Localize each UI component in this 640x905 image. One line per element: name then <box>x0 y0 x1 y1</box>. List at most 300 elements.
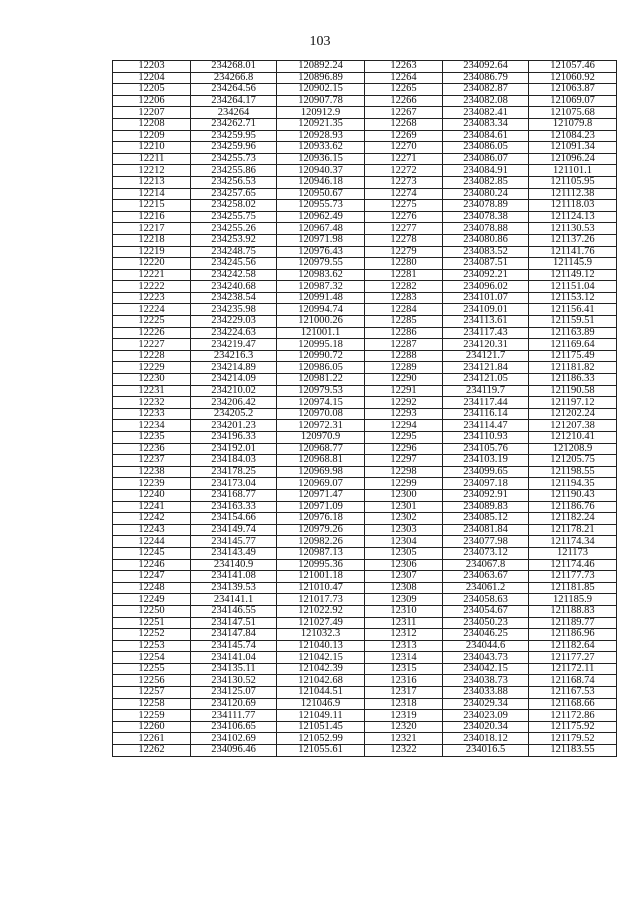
y-coordinate-left: 120979.55 <box>277 258 365 270</box>
point-number-right: 12277 <box>365 223 443 235</box>
y-coordinate-right: 121079.8 <box>529 118 617 130</box>
point-number-right: 12301 <box>365 501 443 513</box>
point-number-left: 12209 <box>113 130 191 142</box>
x-coordinate-left: 234219.47 <box>191 339 277 351</box>
x-coordinate-right: 234080.24 <box>443 188 529 200</box>
point-number-left: 12223 <box>113 292 191 304</box>
table-row <box>113 536 617 548</box>
x-coordinate-right: 234018.12 <box>443 733 529 745</box>
x-coordinate-right: 234109.01 <box>443 304 529 316</box>
y-coordinate-left: 121042.68 <box>277 675 365 687</box>
y-coordinate-left: 120968.81 <box>277 455 365 467</box>
table-row <box>113 466 617 478</box>
y-coordinate-left: 120968.77 <box>277 443 365 455</box>
x-coordinate-right: 234117.44 <box>443 397 529 409</box>
y-coordinate-right: 121124.13 <box>529 211 617 223</box>
y-coordinate-left: 121040.13 <box>277 640 365 652</box>
point-number-left: 12226 <box>113 327 191 339</box>
point-number-right: 12284 <box>365 304 443 316</box>
point-number-right: 12281 <box>365 269 443 281</box>
table-row <box>113 107 617 119</box>
y-coordinate-left: 121000.26 <box>277 316 365 328</box>
x-coordinate-left: 234264.17 <box>191 95 277 107</box>
x-coordinate-right: 234078.38 <box>443 211 529 223</box>
x-coordinate-left: 234106.65 <box>191 721 277 733</box>
y-coordinate-right: 121075.68 <box>529 107 617 119</box>
point-number-left: 12204 <box>113 72 191 84</box>
y-coordinate-right: 121174.46 <box>529 559 617 571</box>
y-coordinate-left: 120921.35 <box>277 118 365 130</box>
table-row <box>113 420 617 432</box>
x-coordinate-right: 234103.19 <box>443 455 529 467</box>
table-row <box>113 374 617 386</box>
y-coordinate-left: 121001.1 <box>277 327 365 339</box>
x-coordinate-right: 234110.93 <box>443 432 529 444</box>
point-number-right: 12270 <box>365 142 443 154</box>
y-coordinate-left: 121001.18 <box>277 571 365 583</box>
x-coordinate-right: 234033.88 <box>443 687 529 699</box>
point-number-right: 12306 <box>365 559 443 571</box>
table-row <box>113 698 617 710</box>
y-coordinate-left: 120969.07 <box>277 478 365 490</box>
x-coordinate-left: 234149.74 <box>191 524 277 536</box>
point-number-right: 12280 <box>365 258 443 270</box>
y-coordinate-right: 121096.24 <box>529 153 617 165</box>
x-coordinate-right: 234086.79 <box>443 72 529 84</box>
point-number-left: 12260 <box>113 721 191 733</box>
x-coordinate-left: 234173.04 <box>191 478 277 490</box>
table-row <box>113 443 617 455</box>
y-coordinate-right: 121210.41 <box>529 432 617 444</box>
y-coordinate-left: 120902.15 <box>277 84 365 96</box>
y-coordinate-right: 121188.83 <box>529 605 617 617</box>
point-number-right: 12296 <box>365 443 443 455</box>
y-coordinate-left: 120969.98 <box>277 466 365 478</box>
x-coordinate-right: 234063.67 <box>443 571 529 583</box>
table-row <box>113 617 617 629</box>
y-coordinate-right: 121190.43 <box>529 489 617 501</box>
y-coordinate-left: 120907.78 <box>277 95 365 107</box>
y-coordinate-left: 120967.48 <box>277 223 365 235</box>
y-coordinate-right: 121153.12 <box>529 292 617 304</box>
y-coordinate-right: 121091.34 <box>529 142 617 154</box>
y-coordinate-left: 120983.62 <box>277 269 365 281</box>
y-coordinate-right: 121163.89 <box>529 327 617 339</box>
table-row <box>113 663 617 675</box>
point-number-left: 12220 <box>113 258 191 270</box>
table-row <box>113 304 617 316</box>
point-number-right: 12295 <box>365 432 443 444</box>
point-number-right: 12290 <box>365 374 443 386</box>
point-number-right: 12314 <box>365 652 443 664</box>
y-coordinate-left: 121049.11 <box>277 710 365 722</box>
point-number-right: 12266 <box>365 95 443 107</box>
point-number-left: 12210 <box>113 142 191 154</box>
table-row <box>113 432 617 444</box>
y-coordinate-right: 121141.76 <box>529 246 617 258</box>
y-coordinate-left: 120928.93 <box>277 130 365 142</box>
x-coordinate-left: 234147.84 <box>191 629 277 641</box>
y-coordinate-left: 120912.9 <box>277 107 365 119</box>
point-number-left: 12227 <box>113 339 191 351</box>
point-number-left: 12239 <box>113 478 191 490</box>
y-coordinate-right: 121182.64 <box>529 640 617 652</box>
x-coordinate-right: 234044.6 <box>443 640 529 652</box>
x-coordinate-right: 234101.07 <box>443 292 529 304</box>
y-coordinate-left: 120971.09 <box>277 501 365 513</box>
y-coordinate-right: 121118.03 <box>529 200 617 212</box>
x-coordinate-right: 234054.67 <box>443 605 529 617</box>
y-coordinate-left: 120955.73 <box>277 200 365 212</box>
y-coordinate-left: 120991.48 <box>277 292 365 304</box>
x-coordinate-left: 234205.2 <box>191 408 277 420</box>
point-number-left: 12261 <box>113 733 191 745</box>
table-row <box>113 629 617 641</box>
table-row <box>113 733 617 745</box>
x-coordinate-right: 234082.87 <box>443 84 529 96</box>
table-row <box>113 269 617 281</box>
y-coordinate-right: 121156.41 <box>529 304 617 316</box>
y-coordinate-left: 121022.92 <box>277 605 365 617</box>
y-coordinate-right: 121189.77 <box>529 617 617 629</box>
x-coordinate-right: 234092.21 <box>443 269 529 281</box>
x-coordinate-right: 234029.34 <box>443 698 529 710</box>
point-number-left: 12249 <box>113 594 191 606</box>
table-row <box>113 292 617 304</box>
point-number-right: 12267 <box>365 107 443 119</box>
y-coordinate-right: 121174.34 <box>529 536 617 548</box>
y-coordinate-left: 120933.62 <box>277 142 365 154</box>
y-coordinate-right: 121173 <box>529 547 617 559</box>
point-number-right: 12313 <box>365 640 443 652</box>
y-coordinate-right: 121205.75 <box>529 455 617 467</box>
table-row <box>113 327 617 339</box>
x-coordinate-right: 234046.25 <box>443 629 529 641</box>
x-coordinate-right: 234083.52 <box>443 246 529 258</box>
point-number-left: 12257 <box>113 687 191 699</box>
y-coordinate-left: 120970.08 <box>277 408 365 420</box>
table-row <box>113 316 617 328</box>
x-coordinate-left: 234235.98 <box>191 304 277 316</box>
point-number-right: 12317 <box>365 687 443 699</box>
point-number-left: 12259 <box>113 710 191 722</box>
x-coordinate-right: 234105.76 <box>443 443 529 455</box>
point-number-left: 12236 <box>113 443 191 455</box>
point-number-left: 12237 <box>113 455 191 467</box>
x-coordinate-right: 234043.73 <box>443 652 529 664</box>
x-coordinate-right: 234121.84 <box>443 362 529 374</box>
x-coordinate-right: 234058.63 <box>443 594 529 606</box>
point-number-right: 12292 <box>365 397 443 409</box>
y-coordinate-left: 121042.15 <box>277 652 365 664</box>
point-number-right: 12319 <box>365 710 443 722</box>
table-row <box>113 559 617 571</box>
table-row <box>113 547 617 559</box>
table-row <box>113 571 617 583</box>
x-coordinate-left: 234184.03 <box>191 455 277 467</box>
x-coordinate-left: 234178.25 <box>191 466 277 478</box>
y-coordinate-left: 120976.18 <box>277 513 365 525</box>
y-coordinate-left: 120986.05 <box>277 362 365 374</box>
x-coordinate-right: 234082.41 <box>443 107 529 119</box>
x-coordinate-right: 234077.98 <box>443 536 529 548</box>
point-number-left: 12217 <box>113 223 191 235</box>
table-row <box>113 362 617 374</box>
y-coordinate-left: 121042.39 <box>277 663 365 675</box>
y-coordinate-left: 121055.61 <box>277 745 365 757</box>
y-coordinate-right: 121137.26 <box>529 234 617 246</box>
x-coordinate-right: 234081.84 <box>443 524 529 536</box>
y-coordinate-left: 120970.9 <box>277 432 365 444</box>
y-coordinate-left: 120971.98 <box>277 234 365 246</box>
point-number-right: 12310 <box>365 605 443 617</box>
x-coordinate-left: 234130.52 <box>191 675 277 687</box>
point-number-right: 12297 <box>365 455 443 467</box>
table-row <box>113 130 617 142</box>
y-coordinate-left: 120946.18 <box>277 176 365 188</box>
point-number-left: 12222 <box>113 281 191 293</box>
table-row <box>113 72 617 84</box>
x-coordinate-left: 234154.66 <box>191 513 277 525</box>
x-coordinate-right: 234086.05 <box>443 142 529 154</box>
y-coordinate-right: 121069.07 <box>529 95 617 107</box>
x-coordinate-left: 234255.75 <box>191 211 277 223</box>
point-number-left: 12211 <box>113 153 191 165</box>
y-coordinate-left: 120987.32 <box>277 281 365 293</box>
y-coordinate-right: 121167.53 <box>529 687 617 699</box>
point-number-right: 12272 <box>365 165 443 177</box>
y-coordinate-right: 121175.92 <box>529 721 617 733</box>
x-coordinate-left: 234141.1 <box>191 594 277 606</box>
coordinates-table-body <box>113 61 617 757</box>
x-coordinate-left: 234256.53 <box>191 176 277 188</box>
point-number-left: 12262 <box>113 745 191 757</box>
x-coordinate-left: 234248.75 <box>191 246 277 258</box>
table-row <box>113 675 617 687</box>
point-number-left: 12219 <box>113 246 191 258</box>
y-coordinate-left: 120982.26 <box>277 536 365 548</box>
table-row <box>113 710 617 722</box>
x-coordinate-left: 234139.53 <box>191 582 277 594</box>
point-number-left: 12251 <box>113 617 191 629</box>
y-coordinate-right: 121149.12 <box>529 269 617 281</box>
point-number-left: 12207 <box>113 107 191 119</box>
x-coordinate-left: 234210.02 <box>191 385 277 397</box>
y-coordinate-right: 121178.21 <box>529 524 617 536</box>
table-row <box>113 118 617 130</box>
y-coordinate-left: 120990.72 <box>277 350 365 362</box>
y-coordinate-left: 120979.53 <box>277 385 365 397</box>
x-coordinate-right: 234078.89 <box>443 200 529 212</box>
point-number-right: 12320 <box>365 721 443 733</box>
table-row <box>113 258 617 270</box>
point-number-left: 12230 <box>113 374 191 386</box>
point-number-right: 12279 <box>365 246 443 258</box>
point-number-left: 12253 <box>113 640 191 652</box>
point-number-right: 12275 <box>365 200 443 212</box>
x-coordinate-left: 234258.02 <box>191 200 277 212</box>
x-coordinate-left: 234266.8 <box>191 72 277 84</box>
y-coordinate-left: 121052.99 <box>277 733 365 745</box>
y-coordinate-right: 121186.96 <box>529 629 617 641</box>
point-number-left: 12218 <box>113 234 191 246</box>
x-coordinate-left: 234259.96 <box>191 142 277 154</box>
y-coordinate-left: 121044.51 <box>277 687 365 699</box>
y-coordinate-left: 120940.37 <box>277 165 365 177</box>
table-row <box>113 84 617 96</box>
x-coordinate-left: 234242.58 <box>191 269 277 281</box>
point-number-left: 12228 <box>113 350 191 362</box>
point-number-left: 12231 <box>113 385 191 397</box>
point-number-left: 12212 <box>113 165 191 177</box>
table-row <box>113 721 617 733</box>
table-row <box>113 61 617 73</box>
point-number-right: 12294 <box>365 420 443 432</box>
x-coordinate-left: 234214.09 <box>191 374 277 386</box>
x-coordinate-left: 234255.73 <box>191 153 277 165</box>
x-coordinate-right: 234023.09 <box>443 710 529 722</box>
y-coordinate-left: 120981.22 <box>277 374 365 386</box>
y-coordinate-right: 121177.27 <box>529 652 617 664</box>
x-coordinate-right: 234086.07 <box>443 153 529 165</box>
x-coordinate-left: 234120.69 <box>191 698 277 710</box>
table-row <box>113 489 617 501</box>
point-number-left: 12246 <box>113 559 191 571</box>
point-number-right: 12312 <box>365 629 443 641</box>
point-number-left: 12248 <box>113 582 191 594</box>
x-coordinate-left: 234264 <box>191 107 277 119</box>
x-coordinate-right: 234038.73 <box>443 675 529 687</box>
x-coordinate-right: 234099.65 <box>443 466 529 478</box>
x-coordinate-right: 234092.64 <box>443 61 529 73</box>
point-number-right: 12285 <box>365 316 443 328</box>
x-coordinate-right: 234089.83 <box>443 501 529 513</box>
y-coordinate-left: 121051.45 <box>277 721 365 733</box>
x-coordinate-left: 234262.71 <box>191 118 277 130</box>
x-coordinate-right: 234078.88 <box>443 223 529 235</box>
point-number-right: 12282 <box>365 281 443 293</box>
y-coordinate-left: 120896.89 <box>277 72 365 84</box>
x-coordinate-left: 234268.01 <box>191 61 277 73</box>
table-row <box>113 640 617 652</box>
x-coordinate-right: 234061.2 <box>443 582 529 594</box>
point-number-left: 12255 <box>113 663 191 675</box>
y-coordinate-left: 121010.47 <box>277 582 365 594</box>
table-row <box>113 582 617 594</box>
point-number-left: 12254 <box>113 652 191 664</box>
page-number: 103 <box>309 34 331 49</box>
point-number-right: 12309 <box>365 594 443 606</box>
point-number-left: 12235 <box>113 432 191 444</box>
x-coordinate-left: 234125.07 <box>191 687 277 699</box>
y-coordinate-left: 120971.47 <box>277 489 365 501</box>
x-coordinate-right: 234042.15 <box>443 663 529 675</box>
x-coordinate-left: 234145.77 <box>191 536 277 548</box>
y-coordinate-right: 121105.95 <box>529 176 617 188</box>
point-number-left: 12206 <box>113 95 191 107</box>
y-coordinate-left: 121017.73 <box>277 594 365 606</box>
point-number-left: 12213 <box>113 176 191 188</box>
point-number-right: 12308 <box>365 582 443 594</box>
x-coordinate-left: 234147.51 <box>191 617 277 629</box>
x-coordinate-right: 234092.91 <box>443 489 529 501</box>
table-row <box>113 176 617 188</box>
point-number-right: 12322 <box>365 745 443 757</box>
point-number-left: 12229 <box>113 362 191 374</box>
x-coordinate-right: 234020.34 <box>443 721 529 733</box>
x-coordinate-left: 234255.26 <box>191 223 277 235</box>
point-number-right: 12283 <box>365 292 443 304</box>
point-number-right: 12315 <box>365 663 443 675</box>
table-row <box>113 501 617 513</box>
y-coordinate-right: 121060.92 <box>529 72 617 84</box>
y-coordinate-right: 121181.82 <box>529 362 617 374</box>
y-coordinate-left: 120994.74 <box>277 304 365 316</box>
x-coordinate-right: 234113.61 <box>443 316 529 328</box>
y-coordinate-left: 120995.36 <box>277 559 365 571</box>
point-number-right: 12293 <box>365 408 443 420</box>
x-coordinate-left: 234245.56 <box>191 258 277 270</box>
point-number-left: 12238 <box>113 466 191 478</box>
point-number-right: 12311 <box>365 617 443 629</box>
table-row <box>113 397 617 409</box>
x-coordinate-right: 234121.7 <box>443 350 529 362</box>
point-number-right: 12271 <box>365 153 443 165</box>
y-coordinate-right: 121179.52 <box>529 733 617 745</box>
x-coordinate-left: 234253.92 <box>191 234 277 246</box>
x-coordinate-left: 234146.55 <box>191 605 277 617</box>
table-row <box>113 687 617 699</box>
point-number-right: 12289 <box>365 362 443 374</box>
y-coordinate-right: 121181.85 <box>529 582 617 594</box>
x-coordinate-left: 234224.63 <box>191 327 277 339</box>
x-coordinate-left: 234143.49 <box>191 547 277 559</box>
x-coordinate-left: 234196.33 <box>191 432 277 444</box>
y-coordinate-right: 121159.51 <box>529 316 617 328</box>
x-coordinate-right: 234082.85 <box>443 176 529 188</box>
y-coordinate-right: 121101.1 <box>529 165 617 177</box>
x-coordinate-left: 234255.86 <box>191 165 277 177</box>
point-number-left: 12256 <box>113 675 191 687</box>
x-coordinate-left: 234214.89 <box>191 362 277 374</box>
point-number-right: 12307 <box>365 571 443 583</box>
x-coordinate-left: 234111.77 <box>191 710 277 722</box>
table-row <box>113 200 617 212</box>
table-row <box>113 350 617 362</box>
table-row <box>113 246 617 258</box>
y-coordinate-left: 120976.43 <box>277 246 365 258</box>
y-coordinate-left: 120936.15 <box>277 153 365 165</box>
x-coordinate-right: 234083.34 <box>443 118 529 130</box>
point-number-left: 12247 <box>113 571 191 583</box>
y-coordinate-right: 121130.53 <box>529 223 617 235</box>
x-coordinate-right: 234085.12 <box>443 513 529 525</box>
point-number-right: 12299 <box>365 478 443 490</box>
x-coordinate-right: 234082.08 <box>443 95 529 107</box>
table-row <box>113 605 617 617</box>
point-number-right: 12276 <box>365 211 443 223</box>
y-coordinate-right: 121175.49 <box>529 350 617 362</box>
x-coordinate-left: 234259.95 <box>191 130 277 142</box>
x-coordinate-right: 234117.43 <box>443 327 529 339</box>
y-coordinate-left: 120995.18 <box>277 339 365 351</box>
table-row <box>113 211 617 223</box>
y-coordinate-right: 121151.04 <box>529 281 617 293</box>
point-number-left: 12216 <box>113 211 191 223</box>
x-coordinate-left: 234140.9 <box>191 559 277 571</box>
point-number-left: 12203 <box>113 61 191 73</box>
x-coordinate-left: 234141.04 <box>191 652 277 664</box>
